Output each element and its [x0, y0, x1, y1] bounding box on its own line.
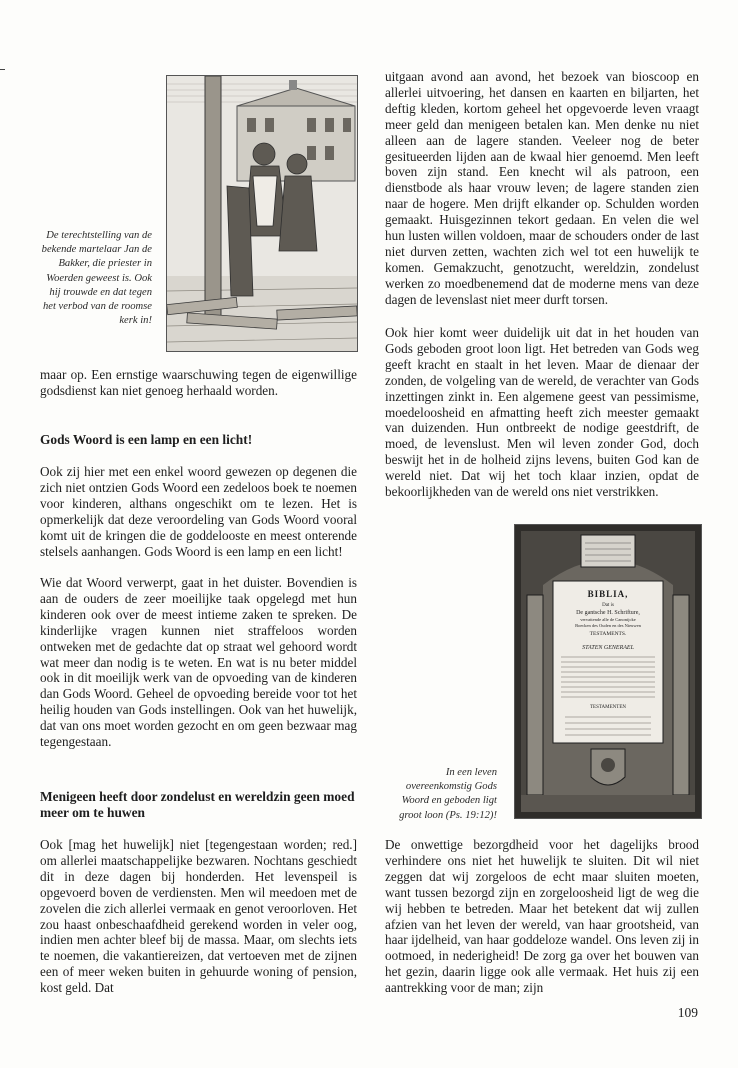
- bible-line-3: De gantsche H. Schrifture,: [576, 610, 640, 616]
- paragraph-bread: De onwettige bezorgdheid voor het dagelijks brood verhindere ons niet het huwelijk te sluiten. Dit wil niet zeggen dat wij zorgeloos de echt maar sluiten moeten, want tussen bezorgd zijn en zorgeloosheid ligt de weg die wij hebben te betreden. Maar het betekent dat wij zullen afzien van het leven der wereld, van haar grootsheid, van haar ijdelheid, van haar goddeloze wandel. Ons leven zij in ootmoed, in nederigheid! De zorg ga over het bouwen van het gezin, daarin ligge ook alle vermaak. Het huis zij een aantrekking voor de man; zijn: [385, 837, 699, 996]
- engraving-execution: [166, 75, 358, 352]
- paragraph-reward: Ook hier komt weer duidelijk uit dat in het houden van Gods geboden groot loon ligt. Het betreden van Gods weg geeft kracht en staalt in het leven. Maar de dienaar der zonden, de volgeling van de wereld, de verachter van Gods inzettingen zinkt in. Een algemene geest van pessimisme, moedeloosheid en afmatting heeft zich meester gemaakt van duizenden. Hun ontbreekt de nodige geestdrift, de moed, de levenslust. Men wil leven zonder God, doch beswijt het in de holheid zijns levens, buiten God kan de wereld niet. Dat wij het toch klaar inzien, opdat de bekoorlijkheden van de wereld ons niet verstrikken.: [385, 325, 699, 500]
- bible-title-page-illustration: [515, 525, 701, 818]
- paragraph-lamp-2: Wie dat Woord verwerpt, gaat in het duister. Bovendien is aan de ouders de zeer moeilijke taak opgelegd met hun kinderen ook over de meest intieme zaken te spreken. De kinderlijke vragen kunnen niet straffeloos worden ontweken met de gedachte dat op straat wel gehoord wordt wat meer dan nodig is te weten. En wat is nu beter middel ook in dit moeilijk werk van de opvoeding van de kinderen dan Gods Woord. Geheel de opvoeding bereide voor tot het heilig houden van Gods instellingen. Ook van het huwelijk, dat van ons moet worden gezocht en om geen bezwaar mag tegengestaan.: [40, 575, 357, 750]
- bible-line-8: TESTAMENTEN: [590, 705, 626, 710]
- execution-illustration: [167, 76, 357, 351]
- paragraph-lamp-1: Ook zij hier met een enkel woord gewezen op degenen die zich niet ontzien Gods Woord een zedeloos boek te noemen voor kinderen, althans ongeschikt om te lezen. Het is opmerkelijk dat deze veroordeling van Gods Woord vooral komt uit de kringen die de goddelooste en meest onterende stelsels aanhangen. Gods Woord is een lamp en een licht!: [40, 464, 357, 559]
- bible-line-5: Boecken des Ouden en des Nieuwen: [575, 623, 641, 628]
- bible-line-4: vervattende alle de Canonijcke: [580, 617, 636, 622]
- paragraph-world: Ook [mag het huwelijk] niet [tegengestaan worden; red.] om allerlei maatschappelijke bezwaren. Nochtans geschiedt dit in deze dagen bij honderden. Het levenspeil is opgevoerd boven de verdiensten. Men wil meedoen met de zovelen die zich allerlei vermaak en genot veroorloven. Het zou haast onbeschaafdheid gerekend worden in veler oog, indien men achter bleef bij de massa. Maar, om slechts iets te noemen, die vakantiereizen, dat vertoeven met de zijnen een of meer weken buiten in gehuurde woning of pension, kost geld. Dat: [40, 837, 357, 996]
- paragraph-warning: maar op. Een ernstige waarschuwing tegen de eigenwillige godsdienst kan niet genoeg herhaald worden.: [40, 367, 357, 398]
- margin-tick: [0, 69, 5, 70]
- page-number: 109: [677, 1005, 698, 1020]
- bible-line-2: Dat is: [602, 603, 614, 608]
- caption-bible: In een leven overeenkomstig Gods Woord en geboden ligt groot loon (Ps. 19:12)!: [399, 767, 497, 821]
- caption-martyr: De terechtstelling van de bekende martelaar Jan de Bakker, die priester in Woerden geweest is. Ook hij trouwde en dat tegen het verbod van de roomse kerk in!: [41, 230, 152, 327]
- engraving-bible: [514, 524, 702, 819]
- paragraph-evening: uitgaan avond aan avond, het bezoek van bioscoop en allerlei uitvoering, het dansen en kaarten en biljarten, het deftig kleden, kortom geheel het opgevoerde leven vraagt meer geld dan menigeen betalen kan. Men denke nu niet alleen aan de lagere standen. Veeleer nog de beter gesitueerden lijden aan de kwaal hier genoemd. Men leeft boven zijn stand. Een knecht wil als patroon, een dienstbode als haar vrouw leven; de lagere standen zien naar de hogere. Men drijft elkander op. Schulden worden gemaakt. Huisgezinnen tekort gedaan. En velen die wel hun lusten willen voldoen, maar de schouders onder de last niet durven zetten, wachten zich wel tot een huwelijk te komen. Gemakzucht, genotzucht, wereldzin, zondelust werken zo moedbenemend dat de moderne mens van deze dagen de levenslast niet meer durft torsen.: [385, 69, 699, 307]
- bible-line-6: TESTAMENTS.: [589, 631, 627, 637]
- bible-line-7: STATEN GENERAEL: [582, 645, 634, 651]
- bible-title: BIBLIA,: [587, 589, 629, 599]
- heading-world: Menigeen heeft door zondelust en wereldzin geen moed meer om te huwen: [40, 789, 355, 820]
- heading-lamp: Gods Woord is een lamp en een licht!: [40, 432, 253, 447]
